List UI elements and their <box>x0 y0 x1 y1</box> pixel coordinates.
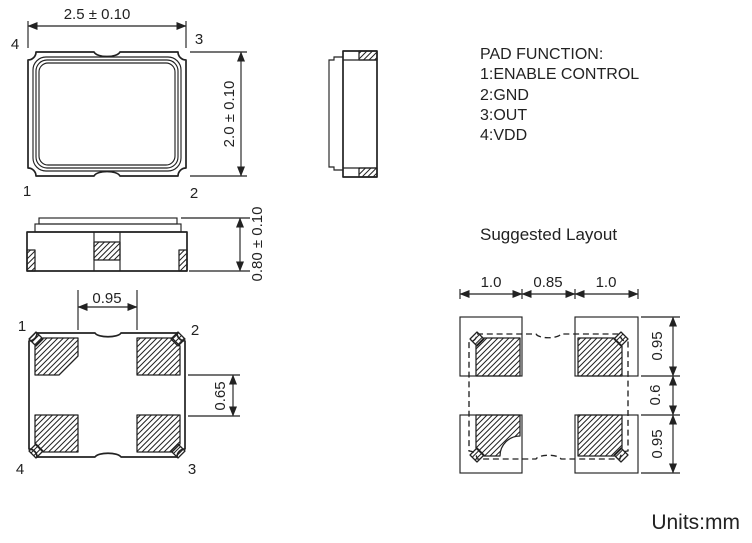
top-view-cavity-ring-inner <box>39 63 175 165</box>
pad-function-line-4: 4:VDD <box>480 127 528 145</box>
layout-dim-right-pad-width: 1.0 <box>595 274 617 291</box>
front-view-height-dimension <box>181 207 266 282</box>
top-view-pad4-label: 4 <box>10 36 20 53</box>
layout-top-dimensions <box>460 274 638 299</box>
bottom-view-pad1-label: 1 <box>17 318 27 335</box>
bottom-view-pad2 <box>137 338 180 375</box>
front-view-height-dim-label: 0.80 ± 0.10 <box>249 206 266 282</box>
top-view-pad1-label: 1 <box>22 183 32 200</box>
side-view <box>329 51 377 177</box>
pad-function-line-3: 3:OUT <box>480 106 528 124</box>
bottom-view-pad-gap-h-label: 0.95 <box>92 290 122 307</box>
top-view-height-dim-label: 2.0 ± 0.10 <box>221 80 238 148</box>
top-view-width-dimension <box>28 6 186 48</box>
bottom-view-pad4 <box>35 415 78 452</box>
top-view-cavity-ring-outer <box>33 57 181 171</box>
top-view-width-dim-label: 2.5 ± 0.10 <box>63 6 131 23</box>
bottom-view-pad1 <box>35 338 78 375</box>
pad-function-block <box>480 45 639 146</box>
layout-pad-tr <box>578 338 622 376</box>
layout-pad-tl <box>476 338 520 376</box>
top-view <box>11 6 247 202</box>
front-view-center-pad <box>94 242 120 260</box>
front-view-lid-top <box>39 218 177 224</box>
side-view-body <box>343 51 377 177</box>
front-view-pad-right <box>179 250 187 271</box>
top-view-outline <box>28 52 186 176</box>
bottom-view-pad-gap-v-dimension <box>188 375 240 416</box>
top-view-pad2-label: 2 <box>189 185 199 202</box>
front-view <box>27 207 266 282</box>
pad-function-line-1: 1:ENABLE CONTROL <box>480 66 640 84</box>
front-view-lid-base <box>35 224 181 232</box>
layout-dim-left-pad-width: 1.0 <box>480 274 502 291</box>
layout-dim-top-pad-height: 0.95 <box>649 331 666 361</box>
side-view-lid <box>329 57 343 170</box>
layout-dim-v-gap: 0.6 <box>647 384 664 406</box>
bottom-view-pad2-label: 2 <box>190 322 200 339</box>
layout-right-dimensions <box>641 317 680 473</box>
bottom-view-pad3 <box>137 415 180 452</box>
top-view-height-dimension <box>190 52 247 176</box>
top-view-cavity-ring-mid <box>36 60 178 168</box>
layout-pad-br <box>578 415 622 456</box>
side-view-strip-lines <box>343 60 377 168</box>
pad-function-title: PAD FUNCTION: <box>480 46 604 63</box>
side-view-pad-bottom <box>359 168 377 177</box>
units-label: Units:mm <box>651 511 740 534</box>
pad-function-line-2: 2:GND <box>480 86 529 104</box>
top-view-pad3-label: 3 <box>194 31 204 48</box>
bottom-view-pad3-label: 3 <box>187 461 197 478</box>
bottom-view-pad-gap-h-dimension <box>78 290 137 330</box>
layout-dim-bottom-pad-height: 0.95 <box>649 429 666 459</box>
bottom-view-pad-gap-v-label: 0.65 <box>212 381 229 411</box>
side-view-pad-top <box>359 51 377 60</box>
suggested-layout <box>460 225 680 473</box>
layout-pad-bl <box>476 415 520 456</box>
layout-dim-pad-gap: 0.85 <box>533 274 563 291</box>
suggested-layout-title: Suggested Layout <box>480 225 618 244</box>
bottom-view <box>16 290 240 478</box>
front-view-pad-left <box>27 250 35 271</box>
bottom-view-pad4-label: 4 <box>15 461 25 478</box>
